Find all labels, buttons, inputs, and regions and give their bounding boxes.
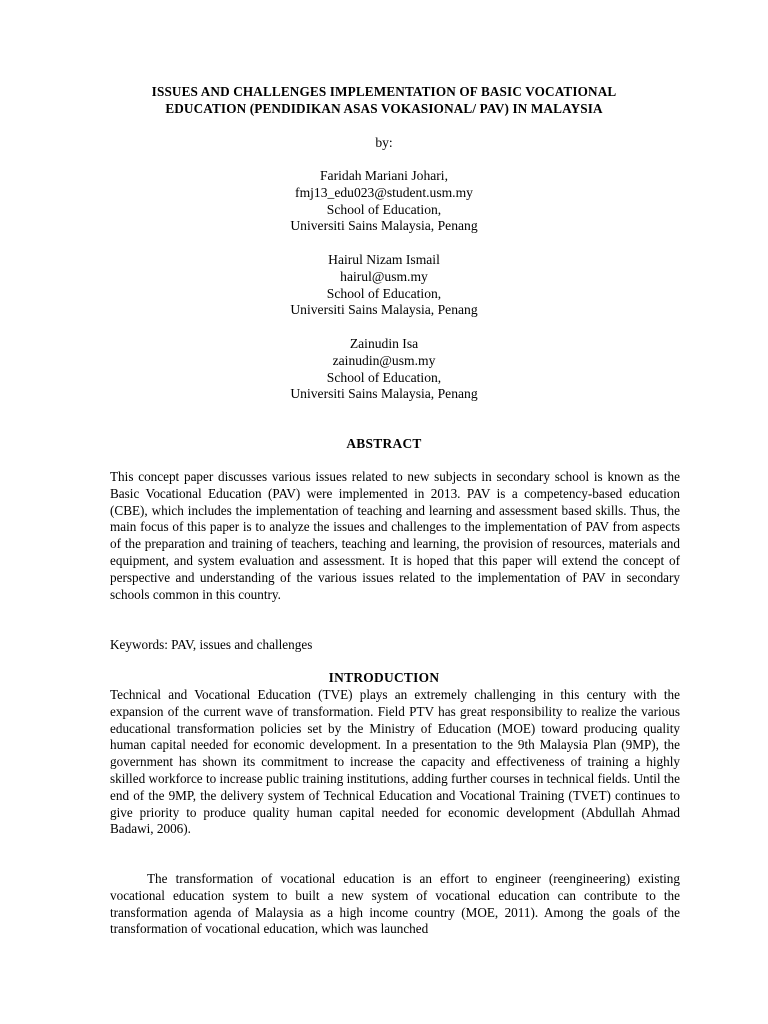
author-school: School of Education,	[326, 201, 442, 217]
abstract-heading: ABSTRACT	[346, 436, 422, 451]
title-line-1: ISSUES AND CHALLENGES IMPLEMENTATION OF BASIC VOCATIONAL	[151, 84, 617, 99]
author-block	[0, 252, 768, 319]
author-email: zainudin@usm.my	[332, 352, 436, 368]
introduction-heading: INTRODUCTION	[328, 670, 440, 685]
keywords: Keywords: PAV, issues and challenges	[110, 637, 313, 652]
author-school: School of Education,	[326, 369, 442, 385]
author-block	[0, 336, 768, 403]
author-university: Universiti Sains Malaysia, Penang	[290, 302, 478, 318]
author-name: Faridah Mariani Johari,	[320, 168, 448, 183]
by-label: by:	[375, 135, 393, 150]
author-university: Universiti Sains Malaysia, Penang	[290, 218, 478, 234]
author-block	[0, 168, 768, 235]
author-name: Zainudin Isa	[349, 336, 419, 351]
author-name: Hairul Nizam Ismail	[328, 252, 440, 267]
title-line-2: EDUCATION (PENDIDIKAN ASAS VOKASIONAL/ PAV) IN MALAYSIA	[165, 101, 603, 116]
abstract-text: This concept paper discusses various issues related to new subjects in secondary school is known as the Basic Vocational Education (PAV) were implemented in 2013. PAV is a competency-based education (CBE), which includes the implementation of teaching and learning and assessment based skills. Thus, the main focus of this paper is to analyze the issues and challenges to the implementation of PAV from aspects of the preparation and training of teachers, teaching and learning, the provision of resources, materials and equipment, and system evaluation and assessment. It is hoped that this paper will extend the concept of perspective and understanding of the various issues related to the implementation of PAV in secondary schools common in this country.	[110, 469, 680, 602]
author-school: School of Education,	[326, 285, 442, 301]
author-university: Universiti Sains Malaysia, Penang	[290, 386, 478, 402]
intro-paragraph: Technical and Vocational Education (TVE) plays an extremely challenging in this century with the expansion of the current wave of transformation. Field PTV has great responsibility to realize the various educational transformation policies set by the Ministry of Education (MOE) toward producing quality human capital needed for economic development. In a presentation to the 9th Malaysia Plan (9MP), the government has shown its commitment to increase the capacity and effectiveness of training a highly skilled workforce to increase public training institutions, adding further courses in technical fields. Until the end of the 9MP, the delivery system of Technical Education and Vocational Training (TVET) continues to give priority to produce quality human capital needed for economic development (Abdullah Ahmad Badawi, 2006).	[110, 687, 680, 837]
intro-paragraph: The transformation of vocational education is an effort to engineer (reengineering) existing vocational education system to built a new system of vocational education can contribute to the transformation agenda of Malaysia as a high income country (MOE, 2011). Among the goals of the transformation of vocational education, which was launched	[110, 871, 680, 937]
author-email: fmj13_edu023@student.usm.my	[295, 184, 473, 200]
paper-title	[0, 83, 768, 117]
author-email: hairul@usm.my	[340, 268, 428, 284]
